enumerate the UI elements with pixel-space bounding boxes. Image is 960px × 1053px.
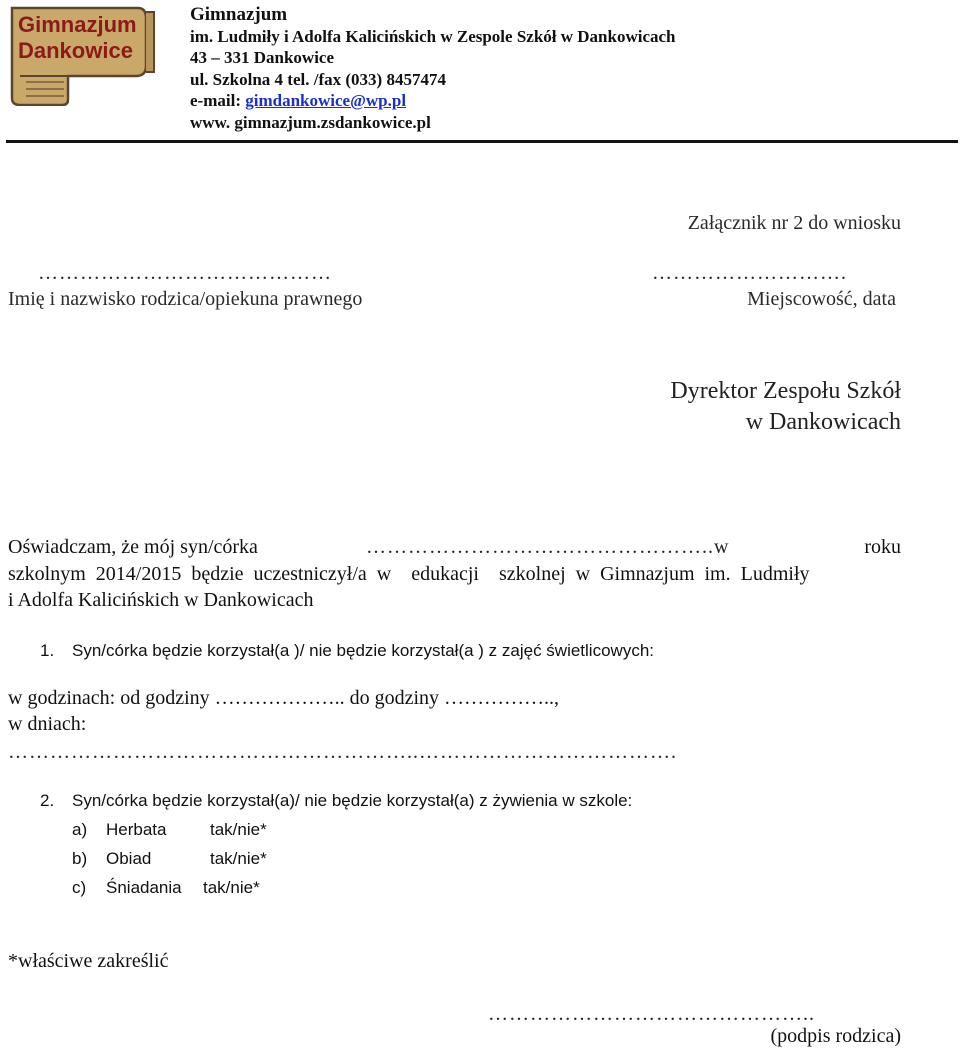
item1-text: Syn/córka będzie korzystał(a )/ nie będzie korzystał(a ) z zajęć świetlicowych: bbox=[72, 641, 654, 660]
footnote: *właściwe zakreślić bbox=[8, 950, 169, 972]
logo-line1: Gimnazjum bbox=[18, 12, 137, 37]
meal-option-b-choice: tak/nie* bbox=[210, 849, 267, 868]
email-link[interactable]: gimdankowice@wp.pl bbox=[245, 91, 407, 110]
logo-image bbox=[6, 2, 158, 106]
school-name: Gimnazjum bbox=[190, 4, 288, 25]
attachment-label: Załącznik nr 2 do wniosku bbox=[687, 212, 901, 234]
declaration-line3: i Adolfa Kalicińskich w Dankowicach bbox=[8, 589, 314, 611]
addressee-line2: w Dankowicach bbox=[745, 409, 901, 435]
hours-line: w godzinach: od godziny ……………….. do godziny …………….., bbox=[8, 687, 560, 709]
meal-option-a-letter: a) bbox=[72, 820, 88, 839]
meal-option-c-letter: c) bbox=[72, 878, 87, 897]
declaration-line2: szkolnym 2014/2015 będzie uczestniczył/a w edukacji szkolnej w Gimnazjum im. Ludmiły bbox=[8, 563, 810, 585]
school-header bbox=[190, 4, 676, 133]
signature-dots: ……………………………………….. bbox=[488, 1003, 815, 1025]
logo-line2: Dankowice bbox=[18, 38, 133, 63]
header-divider bbox=[6, 140, 958, 143]
school-email-line bbox=[190, 90, 676, 112]
school-postcode: 43 – 331 Dankowice bbox=[190, 48, 335, 67]
school-address-phone: ul. Szkolna 4 tel. /fax (033) 8457474 bbox=[190, 69, 446, 89]
addressee bbox=[670, 376, 901, 438]
meal-option-b-letter: b) bbox=[72, 849, 88, 868]
school-website: www. gimnazjum.zsdankowice.pl bbox=[190, 112, 431, 132]
meal-option-b-name: Obiad bbox=[106, 849, 152, 868]
days-label: w dniach: bbox=[8, 713, 87, 735]
days-dots: …………………………………………………..………………………………. bbox=[8, 741, 677, 763]
item2-number: 2. bbox=[40, 791, 55, 810]
meal-option-a-name: Herbata bbox=[106, 820, 167, 839]
parent-name-label: Imię i nazwisko rodzica/opiekuna prawnego bbox=[8, 288, 363, 310]
place-date-label: Miejscowość, data bbox=[747, 288, 896, 310]
declaration-line1-dots: …………………………………………..w bbox=[366, 536, 730, 558]
school-patron: im. Ludmiły i Adolfa Kalicińskich w Zespole Szkół w Dankowicach bbox=[190, 26, 676, 46]
signature-label: (podpis rodzica) bbox=[770, 1025, 901, 1047]
place-date-dots: ………………………. bbox=[652, 262, 847, 284]
meal-option-c-name: Śniadania bbox=[106, 878, 182, 897]
declaration-line1-left: Oświadczam, że mój syn/córka bbox=[8, 536, 258, 558]
addressee-line1: Dyrektor Zespołu Szkół bbox=[670, 378, 901, 404]
school-logo bbox=[6, 2, 158, 106]
email-label: e-mail: bbox=[190, 91, 246, 110]
declaration-line1-right: roku bbox=[864, 536, 901, 558]
meal-option-c-choice: tak/nie* bbox=[203, 878, 260, 897]
meal-option-a-choice: tak/nie* bbox=[210, 820, 267, 839]
item2-text: Syn/córka będzie korzystał(a)/ nie będzie korzystał(a) z żywienia w szkole: bbox=[72, 791, 633, 810]
parent-name-dots: …………………………………… bbox=[38, 262, 332, 284]
item1-number: 1. bbox=[40, 641, 55, 660]
